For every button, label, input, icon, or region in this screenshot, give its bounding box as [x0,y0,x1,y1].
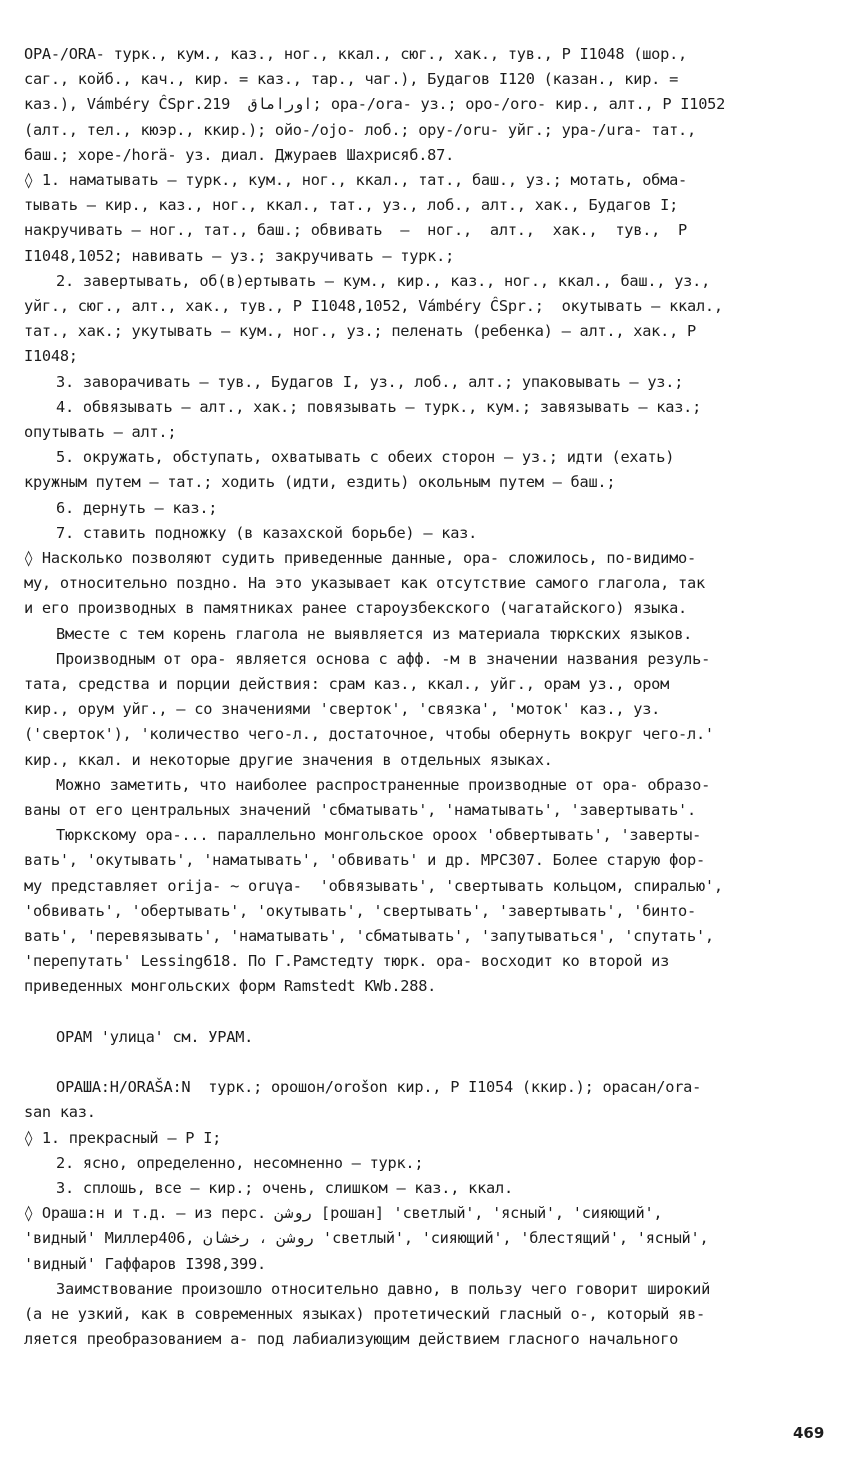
text-line [0,218,862,242]
text-line [0,294,862,318]
line-text: ваны от его центральных значений 'сбматывать', 'наматывать', 'завертывать'. [24,801,696,819]
line-text: ОРАША:Н/ORAŠA:N турк.; орошон/orošon кир., Р I1054 (ккир.); орасан/ora- [56,1078,702,1097]
text-line [0,924,862,948]
text-line [0,1176,862,1200]
line-text: кружным путем – тат.; ходить (идти, ездить) окольным путем – баш.; [24,473,616,492]
line-text: ОРАМ 'улица' см. УРАМ. [56,1027,254,1046]
text-line [0,470,862,494]
text-line [0,1252,862,1276]
text-line [0,244,862,268]
text-line [0,319,862,343]
text-line [0,647,862,671]
text-line [0,874,862,898]
line-text: вать', 'перевязывать', 'наматывать', 'сбматывать', 'запутываться', 'спутать', [24,927,714,945]
line-text: 6. дернуть – каз.; [56,498,218,517]
line-text: тывать – кир., каз., ног., ккал., тат., уз., лоб., алт., хак., Будагов I; [24,196,679,215]
line-text: каз.), Vámbéry ĈSpr.219 اوراماق; ора-/ora- уз.; оро-/oro- кир., алт., Р I1052 [24,95,726,114]
line-text: 3. сплошь, все – кир.; очень, слишком – каз., ккал. [56,1179,513,1197]
text-line [0,420,862,444]
line-text: и его производных в памятниках ранее староузбекского (чагатайского) языка. [24,599,688,618]
line-text: ляется преобразованием а- под лабиализующим действием гласного начального [24,1330,679,1349]
text-line [0,1025,862,1049]
line-text: опутывать – алт.; [24,423,177,441]
line-text: I1048; [24,347,78,366]
text-line [0,1100,862,1124]
text-line [0,1151,862,1175]
line-text: Заимствование произошло относительно давно, в пользу чего говорит широкий [56,1279,711,1298]
line-text: 'обвивать', 'обертывать', 'окутывать', 'свертывать', 'завертывать', 'бинто- [24,901,696,920]
text-line [0,546,862,570]
text-line [0,521,862,545]
line-text: 4. обвязывать – алт., хак.; повязывать – турк., кум.; завязывать – каз.; [56,397,702,416]
line-text: ('сверток'), 'количество чего-л., достаточное, чтобы обернуть вокруг чего-л.' [24,725,714,744]
line-text: тат., хак.; укутывать – кум., ног., уз.; пеленать (ребенка) – алт., хак., Р [24,322,696,341]
text-line [0,823,862,847]
line-text: ОРА-/ORA- турк., кум., каз., ног., ккал., сюг., хак., тув., Р I1048 (шор., [24,45,688,63]
text-line [0,344,862,368]
line-text: Можно заметить, что наиболее распространенные производные от ора- образо- [56,775,711,794]
line-text: Производным от ора- является основа с афф. -м в значении названия резуль- [56,649,711,668]
text-line [0,571,862,595]
text-line [0,67,862,91]
text-line [0,168,862,192]
line-text: Тюркскому ора-... параллельно монгольское ороох 'обвертывать', 'заверты- [56,826,702,845]
text-line [0,773,862,797]
line-text: вать', 'окутывать', 'наматывать', 'обвивать' и др. МРС307. Более старую фор- [24,851,705,870]
line-text: накручивать – ног., тат., баш.; обвивать – ног., алт., хак., тув., Р [24,221,688,240]
line-text: уйг., сюг., алт., хак., тув., Р I1048,1052, Vámbéry ĈSpr.; окутывать – ккал., [24,297,723,315]
line-text: I1048,1052; навивать – уз.; закручивать – турк.; [24,246,455,265]
text-line [0,1075,862,1099]
line-text: (а не узкий, как в современных языках) протетический гласный о-, который яв- [24,1305,705,1323]
text-line [0,118,862,142]
text-line [0,445,862,469]
line-text: 3. заворачивать – тув., Будагов I, уз., лоб., алт.; упаковывать – уз.; [56,372,684,391]
line-text: 'видный' Гаффаров I398,399. [24,1254,266,1273]
line-text: баш.; хоре-/horä- уз. диал. Джураев Шахрисяб.87. [24,145,455,164]
line-text: ◊ Ораша:н и т.д. – из перс. روشن [рошан] 'светлый', 'ясный', 'сияющий', [24,1204,663,1223]
page-number: 469 [793,1424,825,1442]
text-line [0,370,862,394]
text-line [0,143,862,167]
text-line [0,1201,862,1225]
line-text: ◊ 1. наматывать – турк., кум., ног., ккал., тат., баш., уз.; мотать, обма- [24,171,688,189]
text-line [0,1126,862,1150]
line-text: саг., койб., кач., кир. = каз., тар., чаг.), Будагов I120 (казан., кир. = [24,70,679,89]
line-text: 'видный' Миллер406, روشن ، رخشان 'светлый', 'сияющий', 'блестящий', 'ясный', [24,1229,709,1248]
text-line [0,1302,862,1326]
line-text: 5. окружать, обступать, охватывать с обеих сторон – уз.; идти (ехать) [56,448,675,467]
text-line [0,974,862,998]
text-line [0,949,862,973]
text-line [0,748,862,772]
text-line [0,798,862,822]
text-line [0,395,862,419]
text-line [0,672,862,696]
line-text: 2. завертывать, об(в)ертывать – кум., кир., каз., ног., ккал., баш., уз., [56,271,711,290]
line-text: ◊ Насколько позволяют судить приведенные данные, ора- сложилось, по-видимо- [24,549,696,567]
text-line [0,697,862,721]
text-line [0,722,862,746]
line-text: кир., орум уйг., – со значениями 'сверток', 'связка', 'моток' каз., уз. [24,700,661,719]
text-line [0,42,862,66]
line-text: кир., ккал. и некоторые другие значения в отдельных языках. [24,750,553,769]
text-line [0,193,862,217]
text-line [0,269,862,293]
text-line [0,1226,862,1250]
line-text: Вместе с тем корень глагола не выявляется из материала тюркских языков. [56,624,693,643]
text-line [0,1277,862,1301]
line-text: му представляет orija- ~ oruγa- 'обвязывать', 'свертывать кольцом, спиралью', [24,876,723,895]
line-text: (алт., тел., кюэр., ккир.); ойо-/ojo- лоб.; ору-/oru- уйг.; ура-/ura- тат., [24,120,696,139]
line-text: приведенных монгольских форм Ramstedt KWb.288. [24,977,437,996]
line-text: тата, средства и порции действия: срам каз., ккал., уйг., орам уз., ором [24,675,670,693]
line-text: san каз. [24,1103,96,1122]
line-text: 2. ясно, определенно, несомненно – турк.; [56,1153,424,1172]
line-text: му, относительно поздно. На это указывает как отсутствие самого глагола, так [24,574,705,593]
text-line [0,899,862,923]
text-line [0,496,862,520]
text-line [0,622,862,646]
text-line [0,848,862,872]
text-line [0,1327,862,1351]
text-line [0,92,862,116]
line-text: 'перепутать' Lessing618. По Г.Рамстедту тюрк. ора- восходит ко второй из [24,952,670,971]
line-text: 7. ставить подножку (в казахской борьбе) – каз. [56,523,478,542]
line-text: ◊ 1. прекрасный – Р I; [24,1128,222,1147]
text-line [0,596,862,620]
